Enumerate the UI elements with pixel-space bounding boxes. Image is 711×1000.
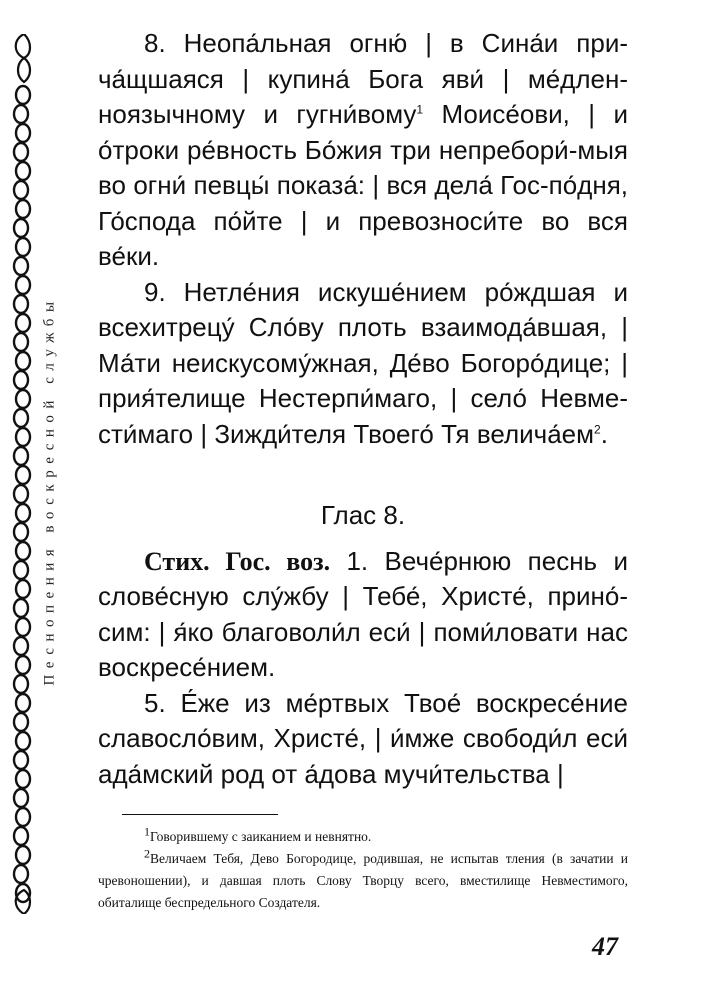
- footnote-ref-2: 2: [594, 421, 601, 436]
- ornament-link: [16, 276, 30, 294]
- footnotes: [98, 826, 628, 914]
- ornament-link: [16, 238, 30, 256]
- troparion-8: 8. Неопа́льная огню́ | в Сина́и при-ча́щшаяся | купина́ Бога яви́ | ме́длен-ноязычному и гугни́вому$^1$ Моисе́ови, | и о́троки ре́вность Бо́жия три непребори́-мыя во огни́ певцы́ показа́: | вся дела́ Гос-по́дня, Го́спода по́йте | и превозноси́те во вся ве́ки.: [98, 28, 628, 271]
- ornament-link: [14, 751, 28, 769]
- ornament-link: [14, 447, 28, 465]
- ornament-link: [14, 789, 28, 807]
- ornament-link: [16, 846, 30, 864]
- footnote-1: $^1$Говорившему с заиканием и невнятно.: [144, 824, 372, 844]
- ornament-link: [14, 637, 28, 655]
- ornament-link: [14, 409, 28, 427]
- ornament-link: [16, 200, 30, 218]
- ornament-link: [16, 428, 30, 446]
- ornament-link: [16, 656, 30, 674]
- tone-heading: Глас 8.: [320, 500, 406, 530]
- main-text: [98, 26, 628, 792]
- ornament-link: [14, 295, 28, 313]
- ornament-link: [16, 352, 30, 370]
- ornament-link: [16, 466, 30, 484]
- ornament-link: [14, 713, 28, 731]
- running-head-text: Песнопения воскресной службы: [41, 294, 58, 686]
- ornament-link: [14, 371, 28, 389]
- page-number: 47: [592, 932, 618, 961]
- footnote-ref-1: 1: [416, 102, 424, 117]
- ornament-link: [16, 314, 30, 332]
- ornament-link: [14, 865, 28, 883]
- ornament-link: [16, 390, 30, 408]
- ornament-link: [14, 219, 28, 237]
- ornament-link: [16, 770, 30, 788]
- ornament-link: [14, 333, 28, 351]
- ornament-link: [16, 618, 30, 636]
- ornament-link: [16, 504, 30, 522]
- ornament-link: [14, 675, 28, 693]
- running-head: [30, 200, 70, 780]
- verse-1: Стих. Гос. воз. 1. Вече́рнюю песнь и слове́сную слу́жбу | Тебе́, Христе́, прино́-сим: | я́ко благоволи́л еси́ | поми́ловати нас воскресе́нием.: [98, 545, 628, 682]
- ornament-link: [14, 181, 28, 199]
- ornament-link: [14, 143, 28, 161]
- ornament-link: [16, 124, 30, 142]
- rubric-label: Стих. Гос. воз.: [144, 546, 331, 576]
- ornament-link: [14, 561, 28, 579]
- ornament-link: [14, 257, 28, 275]
- ornament-link: [16, 580, 30, 598]
- troparion-9: 9. Нетле́ния искуше́нием ро́ждшая и всехитрецу́ Сло́ву плоть взаимода́вшая, | Ма́ти неискусому́жная, Де́во Богоро́дице; | прия́телище Нестерпи́маго, | село́ Невме-сти́маго | Зижди́теля Твоего́ Тя $велича́ем^2$.: [98, 276, 628, 449]
- ornament-link: [14, 827, 28, 845]
- verse-5: 5. Е́же из ме́ртвых Твое́ воскресе́ние славосло́вим, Христе́, | и́мже свободи́л еси́ ада́мский род от а́дова мучи́тельства |: [98, 687, 628, 789]
- ornament-link: [16, 732, 30, 750]
- footnote-2: $^2$Величаем Тебя, Дево Богородице, родившая, не испытав тления (в зачатии и чревоношении), и давшая плоть Слову Творцу всего, вместилище Невместимого, обиталище беспредельного Создателя.: [98, 846, 628, 910]
- ornament-link: [16, 86, 30, 104]
- ornament-link: [14, 485, 28, 503]
- ornament-link: [16, 162, 30, 180]
- ornament-link: [14, 599, 28, 617]
- ornament-link: [16, 542, 30, 560]
- ornament-link: [14, 523, 28, 541]
- ornament-link: [16, 694, 30, 712]
- ornament-link: [14, 105, 28, 123]
- ornament-link: [16, 808, 30, 826]
- footnote-divider: [122, 814, 278, 815]
